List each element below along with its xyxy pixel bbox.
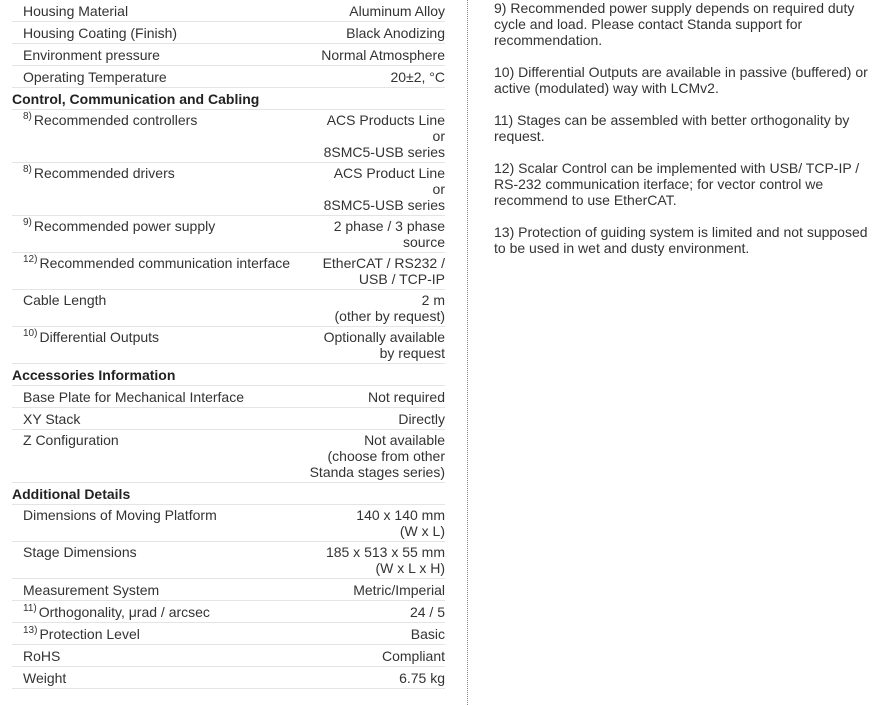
spec-row-housing-coating: [12, 22, 445, 44]
spec-value: EtherCAT / RS232 / USB / TCP-IP: [322, 255, 445, 287]
spec-row-cable-length: [12, 290, 445, 327]
spec-value: Metric/Imperial: [353, 582, 445, 598]
spec-label: Z Configuration: [23, 432, 119, 448]
spec-row-recommended-power-supply: [12, 216, 445, 253]
spec-label: $^{8)}$ Recommended drivers: [23, 164, 175, 181]
spec-value: Compliant: [381, 648, 445, 664]
spec-row-recommended-drivers: [12, 163, 445, 216]
spec-label: RoHS: [23, 648, 61, 664]
spec-row-protection-level: [12, 623, 445, 645]
spec-value: 6.75 kg: [399, 670, 445, 686]
spec-label: Base Plate for Mechanical Interface: [23, 389, 245, 405]
spec-label: $^{13)}$ Protection Level: [23, 625, 140, 642]
footnote-ref: 11): [23, 603, 37, 614]
spec-row-housing-material: [12, 0, 445, 22]
section-heading-accessories: Accessories Information: [12, 364, 445, 386]
spec-label: Housing Material: [23, 3, 129, 19]
spec-label: Operating Temperature: [23, 69, 167, 85]
footnote-ref: 12): [23, 254, 38, 265]
spec-value: 2 m (other by request): [334, 292, 445, 324]
spec-value: Not required: [367, 389, 445, 405]
spec-label: Measurement System: [23, 582, 160, 598]
spec-label: $^{10)}$ Differential Outputs: [23, 328, 160, 345]
spec-label: Housing Coating (Finish): [23, 25, 178, 41]
spec-value: ACS Product Line or 8SMC5-USB series: [323, 165, 445, 213]
spec-value: 24 / 5: [409, 604, 445, 620]
footnote-ref: 8): [23, 111, 32, 122]
spec-row-stage-dimensions: [12, 542, 445, 579]
spec-value: Optionally available by request: [323, 329, 445, 361]
spec-label: $^{9)}$ Recommended power supply: [23, 217, 216, 234]
spec-label: $^{11)}$ Orthogonality, μrad / arcsec: [23, 603, 210, 620]
footnote-ref: 13): [23, 625, 38, 636]
spec-row-environment-pressure: [12, 44, 445, 66]
footnote-10: 10) Differential Outputs are available in passive (buffered) or active (modulated) way with LCMv2.: [494, 64, 868, 96]
specifications-table: [12, 0, 445, 689]
spec-value: 140 x 140 mm (W x L): [356, 507, 445, 539]
spec-row-measurement-system: [12, 579, 445, 601]
spec-label: $^{12)}$ Recommended communication interface: [23, 254, 291, 271]
spec-row-differential-outputs: [12, 327, 445, 364]
spec-row-recommended-controllers: [12, 110, 445, 163]
spec-label: Dimensions of Moving Platform: [23, 507, 217, 523]
footnote-ref: 10): [23, 328, 38, 339]
spec-value: Normal Atmosphere: [321, 47, 445, 63]
spec-value: Black Anodizing: [346, 25, 445, 41]
footnote-ref: 9): [23, 217, 32, 228]
spec-row-orthogonality: [12, 601, 445, 623]
spec-label: Environment pressure: [23, 47, 160, 63]
spec-row-base-plate: [12, 386, 445, 408]
section-heading-control: Control, Communication and Cabling: [12, 88, 445, 110]
spec-row-operating-temperature: [12, 66, 445, 88]
footnote-13: 13) Protection of guiding system is limited and not supposed to be used in wet and dusty environment.: [494, 224, 868, 256]
footnote-11: 11) Stages can be assembled with better orthogonality by request.: [494, 112, 850, 144]
spec-label: XY Stack: [23, 411, 81, 427]
spec-value: Aluminum Alloy: [349, 3, 445, 19]
spec-row-rohs: [12, 645, 445, 667]
spec-label: $^{8)}$ Recommended controllers: [23, 111, 198, 128]
spec-value: 20±2, °C: [390, 69, 445, 85]
footnotes-panel: [494, 0, 876, 272]
spec-row-communication-interface: [12, 253, 445, 290]
footnote-9: 9) Recommended power supply depends on required duty cycle and load. Please contact Standa support for recommendation.: [494, 0, 855, 48]
spec-value: 185 x 513 x 55 mm (W x L x H): [325, 544, 445, 576]
column-divider: [467, 0, 468, 705]
section-heading-additional: Additional Details: [12, 483, 445, 505]
footnote-ref: 8): [23, 164, 32, 175]
spec-value: 2 phase / 3 phase source: [333, 218, 445, 250]
spec-row-weight: [12, 667, 445, 689]
spec-row-platform-dimensions: [12, 505, 445, 542]
spec-value: Basic: [410, 626, 445, 642]
spec-value: ACS Products Line or 8SMC5-USB series: [323, 112, 445, 160]
spec-row-xy-stack: [12, 408, 445, 430]
spec-label: Stage Dimensions: [23, 544, 137, 560]
spec-row-z-configuration: [12, 430, 445, 483]
spec-value: Directly: [398, 411, 445, 427]
spec-label: Cable Length: [23, 292, 107, 308]
footnote-12: 12) Scalar Control can be implemented with USB/ TCP-IP / RS-232 communication iterface; for vector control we recommend to use EtherCAT.: [494, 160, 860, 208]
spec-label: Weight: [23, 670, 67, 686]
spec-value: Not available (choose from other Standa stages series): [309, 432, 445, 480]
